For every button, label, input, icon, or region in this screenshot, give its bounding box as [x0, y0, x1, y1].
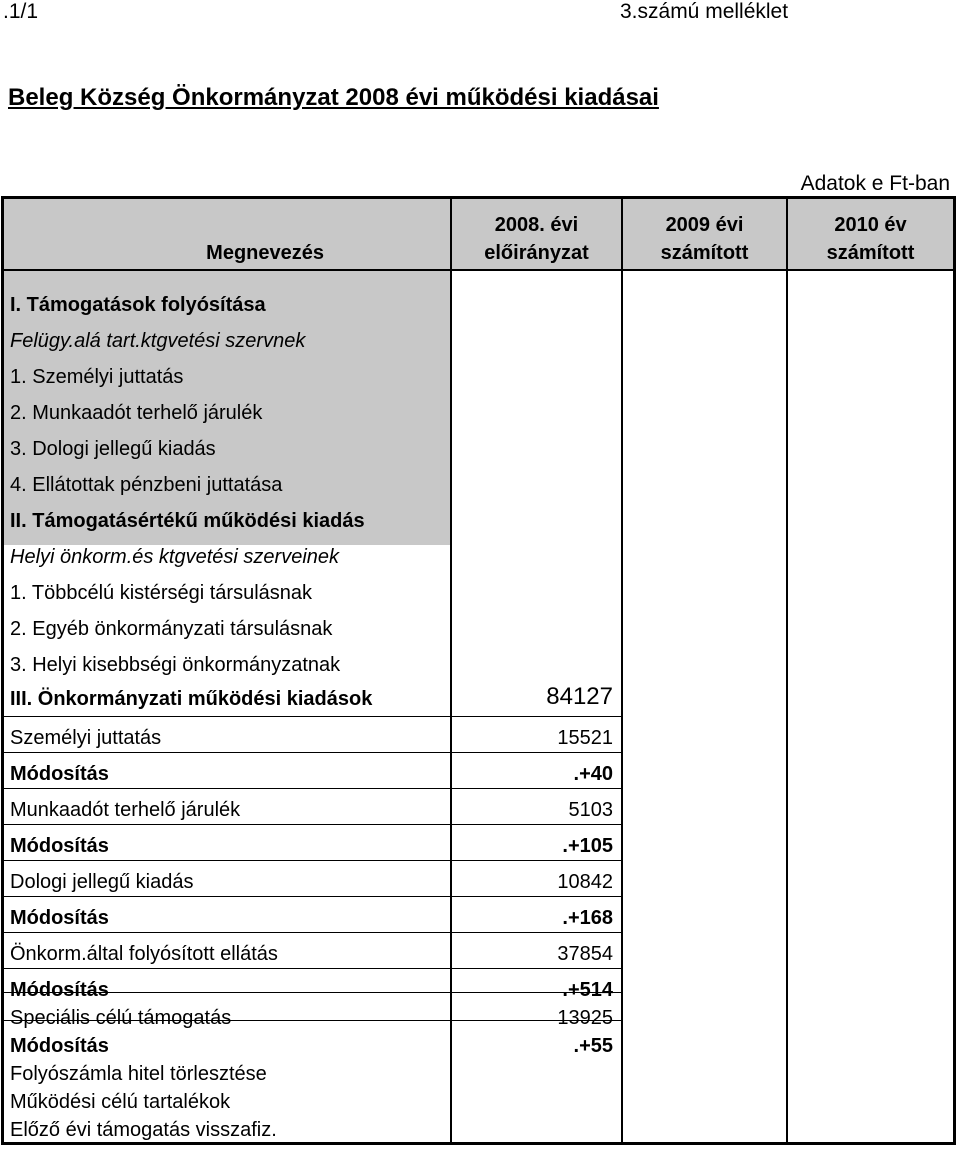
row-value: 5103: [568, 799, 613, 821]
document-title: Beleg Község Önkormányzat 2008 évi működési kiadásai: [8, 84, 659, 111]
row-value: .+40: [573, 763, 613, 785]
row-divider: [4, 752, 621, 753]
row-label: 2. Munkaadót terhelő járulék: [10, 402, 263, 424]
row-label: II. Támogatásértékű működési kiadás: [10, 510, 365, 532]
row-label: Módosítás: [10, 979, 109, 1001]
row-label: Munkaadót terhelő járulék: [10, 799, 241, 821]
column-header-2010-line2: számított: [826, 242, 915, 264]
row-value: .+55: [573, 1035, 613, 1057]
column-header-2009-line1: 2009 évi: [665, 214, 744, 236]
row-label: Személyi juttatás: [10, 727, 162, 749]
row-value: .+168: [562, 907, 613, 929]
row-label: Módosítás: [10, 763, 109, 785]
row-label: Előző évi támogatás visszafiz.: [10, 1119, 277, 1141]
column-header-2009: [623, 211, 786, 267]
column-header-2010: [788, 211, 953, 267]
column-header-name-text: Megnevezés: [206, 242, 324, 264]
row-label: Folyószámla hitel törlesztése: [10, 1063, 267, 1085]
unit-note: Adatok e Ft-ban: [800, 172, 950, 195]
col-divider-3: [786, 199, 788, 1142]
column-header-2008-line1: 2008. évi: [494, 214, 579, 236]
row-label: 3. Dologi jellegű kiadás: [10, 438, 216, 460]
row-label: Módosítás: [10, 907, 109, 929]
page-reference: .1/1: [3, 0, 39, 23]
row-divider: [4, 896, 621, 897]
col-divider-2: [621, 199, 623, 1142]
row-value: .+514: [562, 979, 613, 1001]
annex-label: 3.számú melléklet: [620, 0, 789, 23]
row-value: 84127: [546, 683, 613, 710]
header-bottom-line: [4, 269, 953, 271]
col-divider-1: [450, 199, 452, 1142]
row-label: 2. Egyéb önkormányzati társulásnak: [10, 618, 333, 640]
row-divider: [4, 824, 621, 825]
row-label: 4. Ellátottak pénzbeni juttatása: [10, 474, 283, 496]
row-label: 1. Többcélú kistérségi társulásnak: [10, 582, 313, 604]
row-value: .+105: [562, 835, 613, 857]
row-label: Helyi önkorm.és ktgvetési szerveinek: [10, 546, 340, 568]
row-label: Módosítás: [10, 1035, 109, 1057]
column-header-2008: [452, 211, 621, 267]
row-divider: [4, 968, 621, 969]
row-label: Működési célú tartalékok: [10, 1091, 231, 1113]
row-label: Felügy.alá tart.ktgvetési szervnek: [10, 330, 306, 352]
row-label: 1. Személyi juttatás: [10, 366, 184, 388]
row-divider: [4, 788, 621, 789]
row-value: 10842: [557, 871, 613, 893]
row-divider: [4, 860, 621, 861]
column-header-2008-line2: előirányzat: [484, 242, 589, 264]
budget-table: [1, 196, 956, 1145]
row-label: Módosítás: [10, 835, 109, 857]
column-header-2010-line1: 2010 év: [834, 214, 907, 236]
row-value: 13925: [557, 1007, 613, 1029]
row-value: 15521: [557, 727, 613, 749]
row-value: 37854: [557, 943, 613, 965]
row-label: 3. Helyi kisebbségi önkormányzatnak: [10, 654, 341, 676]
row-divider: [4, 716, 621, 717]
row-label: I. Támogatások folyósítása: [10, 294, 266, 316]
row-label: Önkorm.által folyósított ellátás: [10, 943, 278, 965]
row-label: Dologi jellegű kiadás: [10, 871, 194, 893]
column-header-name: [4, 239, 450, 267]
row-label: Speciális célú támogatás: [10, 1007, 232, 1029]
row-label: III. Önkormányzati működési kiadások: [10, 688, 373, 710]
column-header-2009-line2: számított: [660, 242, 749, 264]
row-divider: [4, 932, 621, 933]
